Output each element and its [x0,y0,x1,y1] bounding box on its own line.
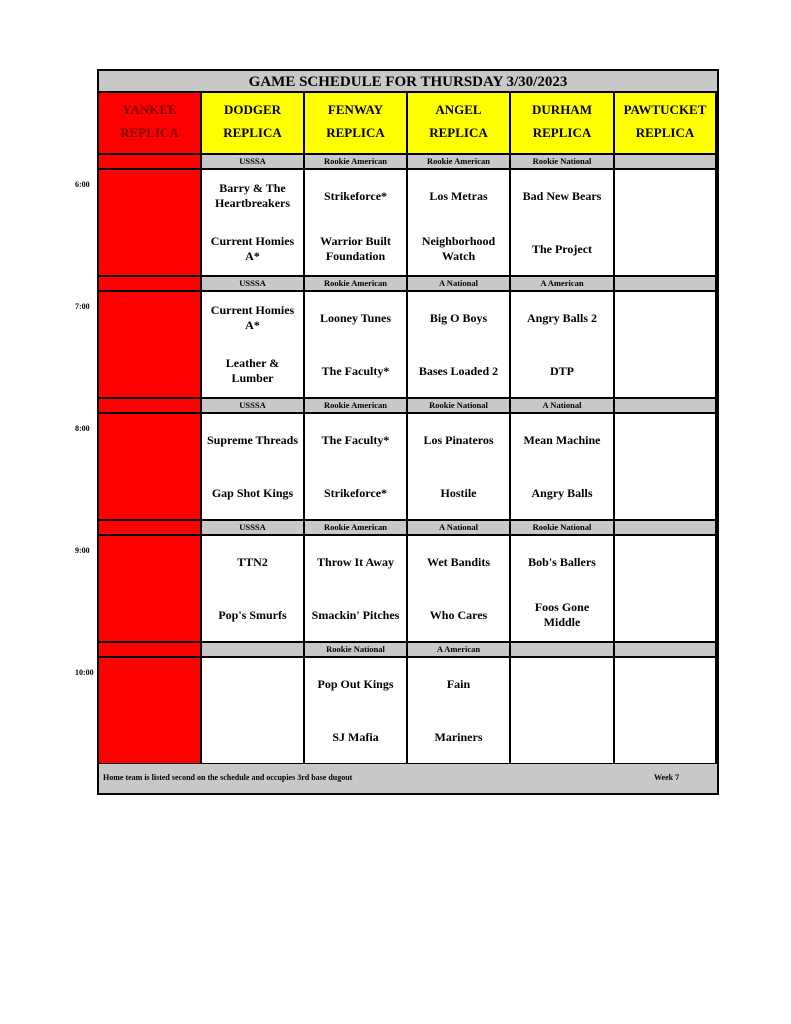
field-header-fenway [305,93,408,155]
field-name: FENWAY [327,102,384,117]
field-subtitle: REPLICA [120,125,179,140]
away-team: Bob's Ballers [528,554,596,569]
home-team: Gap Shot Kings [211,485,294,500]
division-label: Rookie American [305,277,408,292]
division-label: Rookie American [305,155,408,170]
game-cell [305,536,408,643]
division-label [99,521,202,536]
away-team: Mean Machine [523,432,601,447]
time-label: 8:00 [75,424,90,433]
home-team: Smackin' Pitches [311,607,400,622]
home-team: Foos Gone Middle [534,600,590,629]
game-cell [511,536,615,643]
field-name: PAWTUCKET [623,102,707,117]
game-cell [615,292,717,399]
away-team: TTN2 [237,554,268,569]
away-team: Big O Boys [429,310,488,325]
game-cell [408,414,511,521]
time-label: 7:00 [75,302,90,311]
home-team: Mariners [434,729,483,744]
game-cell [408,170,511,277]
field-name: YANKEE [122,102,177,117]
away-team: Current Homies A* [210,303,295,332]
home-team: Who Cares [429,607,488,622]
division-label: Rookie National [305,643,408,658]
game-cell [615,536,717,643]
game-cell [202,536,305,643]
away-team: Supreme Threads [206,432,299,447]
division-label: A American [408,643,511,658]
field-subtitle: REPLICA [635,125,695,140]
division-label: A National [408,521,511,536]
away-team: Looney Tunes [319,310,392,325]
home-team: DTP [550,363,574,378]
game-cell [615,414,717,521]
division-label [99,277,202,292]
schedule-sheet [97,69,719,795]
home-team: Strikeforce* [323,485,388,500]
field-header-durham [511,93,615,155]
schedule-footer [99,764,717,793]
division-label [511,643,615,658]
field-subtitle: REPLICA [429,125,488,140]
home-team: Bases Loaded 2 [418,363,499,378]
division-label: Rookie National [408,399,511,414]
home-team: Angry Balls [531,485,593,500]
division-label: USSSA [202,521,305,536]
time-label: 10:00 [75,668,94,677]
home-team: Neighborhood Watch [421,234,496,263]
away-team: Pop Out Kings [317,676,394,691]
division-label: A National [511,399,615,414]
division-label [615,521,717,536]
division-label [615,277,717,292]
time-label: 9:00 [75,546,90,555]
division-label: A National [408,277,511,292]
home-team: SJ Mafia [332,729,379,744]
division-label [99,155,202,170]
division-label [202,643,305,658]
game-cell [615,658,717,765]
home-team: Current Homies A* [210,234,295,263]
game-cell [305,658,408,765]
field-name: ANGEL [435,102,482,117]
field-header-yankee [99,93,202,155]
division-label [615,643,717,658]
field-header-dodger [202,93,305,155]
home-team: Warrior Built Foundation [320,234,391,263]
field-name: DODGER [223,102,282,117]
schedule-title: GAME SCHEDULE FOR THURSDAY 3/30/2023 [99,71,717,93]
home-team: Leather & Lumber [225,356,280,385]
home-team: Pop's Smurfs [218,607,287,622]
division-label: Rookie American [305,399,408,414]
game-cell [202,658,305,765]
division-label: USSSA [202,277,305,292]
division-label: USSSA [202,399,305,414]
week-label: Week 7 [654,773,680,782]
game-cell [202,414,305,521]
field-subtitle: REPLICA [532,125,592,140]
away-team: Barry & The Heartbreakers [214,181,291,210]
game-cell [305,414,408,521]
field-header-angel [408,93,511,155]
game-cell [511,170,615,277]
division-label [615,399,717,414]
division-label: USSSA [202,155,305,170]
away-team: Wet Bandits [426,554,490,569]
time-label: 6:00 [75,180,90,189]
division-label [99,399,202,414]
game-cell [615,170,717,277]
game-cell [305,292,408,399]
away-team: Bad New Bears [522,188,602,203]
away-team: The Faculty* [321,432,390,447]
home-team-note: Home team is listed second on the schedule and occupies 3rd base dugout [103,773,353,782]
game-cell [408,658,511,765]
division-label: Rookie American [305,521,408,536]
field-subtitle: REPLICA [223,125,282,140]
away-team: Strikeforce* [323,188,388,203]
away-team: Los Pinateros [423,432,494,447]
game-cell [511,292,615,399]
field-name: DURHAM [532,102,592,117]
game-cell [511,414,615,521]
away-team: Angry Balls 2 [526,310,597,325]
away-team: Fain [446,676,471,691]
division-label: Rookie American [408,155,511,170]
division-label [99,643,202,658]
home-team: Hostile [440,485,477,500]
away-team: Throw It Away [317,554,394,569]
division-label: Rookie National [511,521,615,536]
field-header-pawtucket [615,93,717,155]
game-cell [202,170,305,277]
division-label [615,155,717,170]
division-label: Rookie National [511,155,615,170]
game-cell [511,658,615,765]
home-team: The Faculty* [321,363,390,378]
field-subtitle: REPLICA [326,125,385,140]
division-label: A American [511,277,615,292]
game-cell [305,170,408,277]
game-cell [202,292,305,399]
game-cell [408,292,511,399]
home-team: The Project [531,241,593,256]
game-cell [408,536,511,643]
away-team: Los Metras [429,188,488,203]
